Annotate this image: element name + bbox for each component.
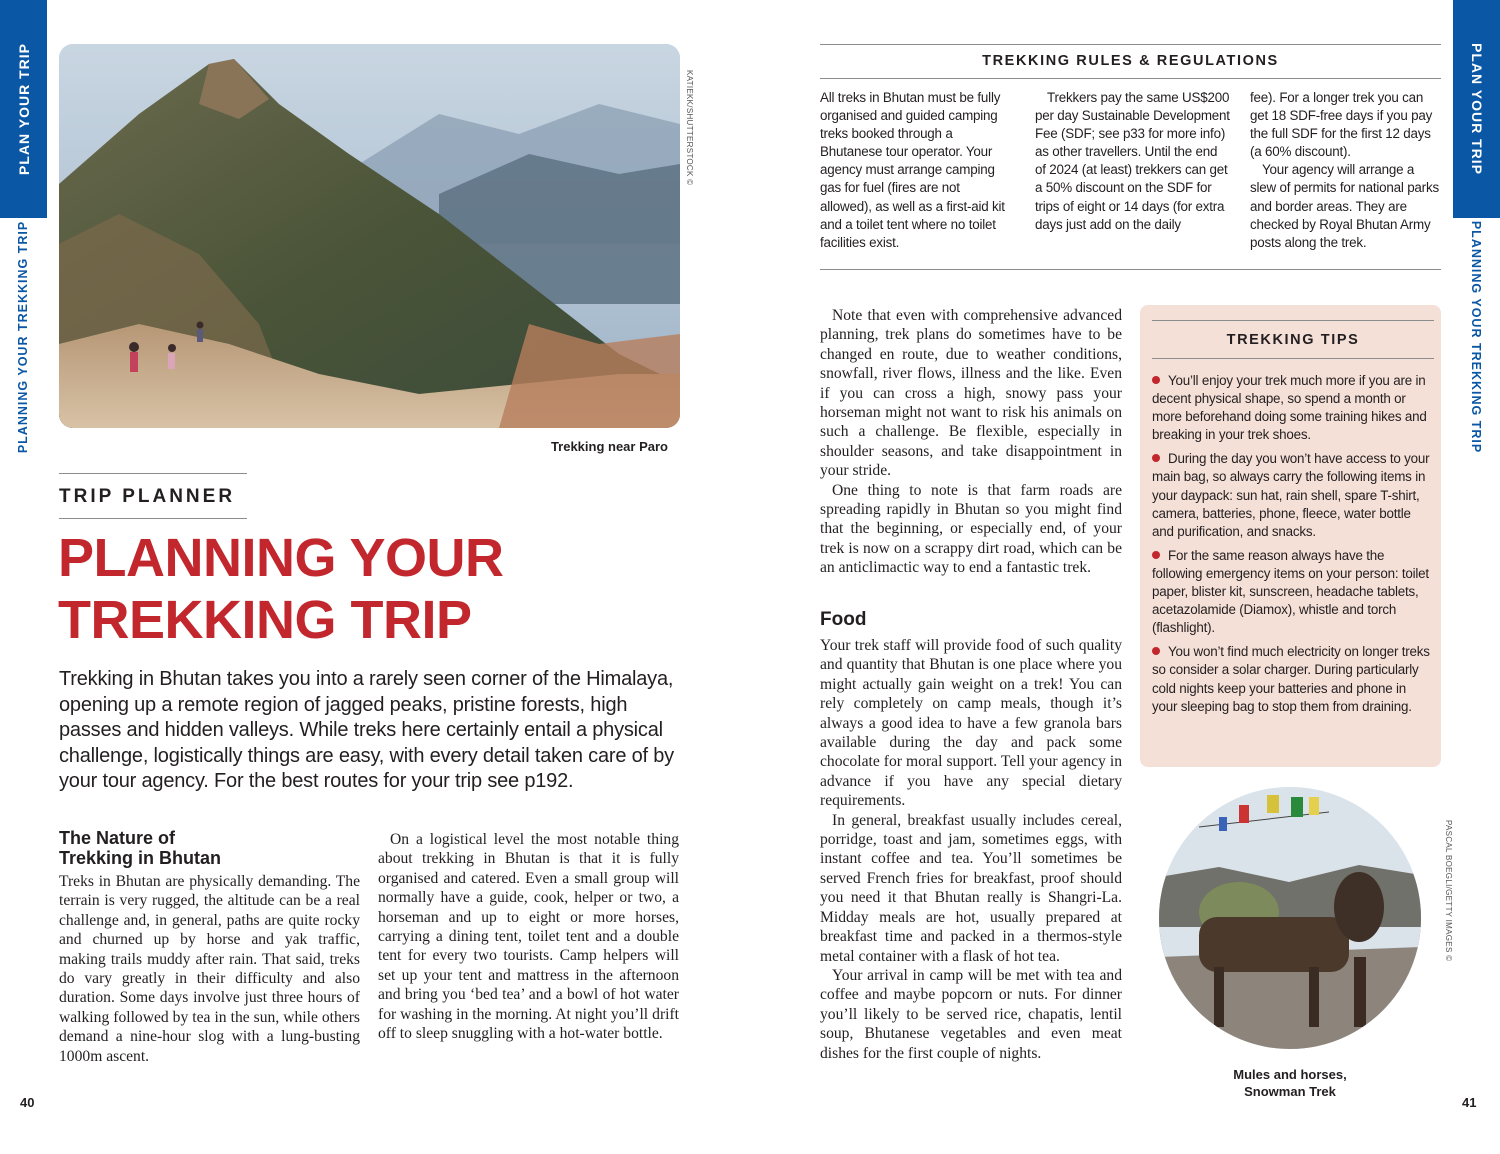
page-title	[58, 527, 504, 651]
left-chapter-label: PLANNING YOUR TREKKING TRIP	[16, 220, 31, 454]
right-section-tab-label-wrap	[1453, 0, 1500, 218]
circle-caption-line1: Mules and horses,	[1233, 1067, 1347, 1082]
page-title-line2: TREKKING TRIP	[58, 590, 472, 650]
rules-column-1	[820, 89, 1015, 252]
right-section-tab-label: PLAN YOUR TRIP	[1468, 43, 1485, 175]
nature-column-2	[378, 830, 679, 1043]
left-section-tab-label: PLAN YOUR TRIP	[15, 43, 32, 175]
mules-image	[1159, 787, 1421, 1049]
circle-photo-caption	[1190, 1066, 1390, 1100]
mules-photo	[1159, 787, 1421, 1049]
right-chapter-label: PLANNING YOUR TREKKING TRIP	[1469, 220, 1484, 454]
left-section-tab-label-wrap	[0, 0, 47, 218]
nature-column-1	[59, 872, 360, 1066]
rules-text-1: All treks in Bhutan must be fully organised and guided camping treks booked through a Bhutanese tour operator. Your agency must arrange camping gas for fuel (fires are not allowed), as well as a first-aid kit and a toilet tent where no toilet facilities exist.	[820, 90, 1005, 250]
rules-column-2	[1035, 89, 1230, 234]
tips-list	[1152, 372, 1434, 722]
circle-photo-credit: PASCAL BOEGLI/GETTY IMAGES ©	[1444, 820, 1453, 962]
rules-column-3	[1250, 89, 1441, 252]
kicker-rule-bottom	[59, 518, 247, 519]
left-chapter-label-wrap	[0, 220, 47, 454]
tip-text: You won’t find much electricity on longer treks so consider a solar charger. During particularly cold nights keep your batteries and phone in your sleeping bag to stop them from draining.	[1152, 644, 1430, 714]
page-title-line1: PLANNING YOUR	[58, 528, 504, 588]
section-heading-nature-line1: The Nature of	[59, 828, 176, 848]
nature-paragraph-2: On a logistical level the most notable thing about trekking in Bhutan is that it is fully organised and catered. Even a small group will normally have a guide, cook, helper or two, a horseman and up to eight or more horses, carrying a dining tent, toilet tent and a double tent for every two tourists. Camp helpers will set up your tent and mattress in the afternoon and bring you ‘bed tea’ and a bowl of hot water for washing in the morning. At night you’ll drift off to sleep snuggling with a hot-water bottle.	[378, 831, 679, 1043]
rules-text-3b: Your agency will arrange a slew of permits for national parks and border areas. They are checked by Royal Bhutan Army posts along the trek.	[1250, 162, 1439, 250]
rules-text-2: Trekkers pay the same US$200 per day Sustainable Development Fee (SDF; see p33 for more info) as other travellers. Until the end of 2024 (at least) trekkers can get a 50% discount on the SDF for trips of eight or 14 days (for extra days just add on the daily	[1035, 90, 1230, 232]
circle-caption-line2: Snowman Trek	[1244, 1084, 1336, 1099]
intro-paragraph: Trekking in Bhutan takes you into a rarely seen corner of the Himalaya, opening up a remote region of jagged peaks, pristine forests, high passes and hidden valleys. While treks here certainly entail a physical challenge, logistically things are easy, with every detail taken care of by your tour agency. For the best routes for your trip see p192.	[59, 668, 674, 792]
bullet-icon	[1152, 551, 1160, 559]
tips-rule-top	[1152, 320, 1434, 321]
section-heading-nature	[59, 828, 221, 868]
tip-item	[1152, 450, 1434, 540]
tip-text: During the day you won’t have access to your main bag, so always carry the following items in your daypack: sun hat, rain shell, spare T-shirt, camera, batteries, phone, fleece, water bottle and purification, and snacks.	[1152, 451, 1430, 539]
section-heading-nature-line2: Trekking in Bhutan	[59, 848, 222, 868]
bullet-icon	[1152, 647, 1160, 655]
rules-heading: TREKKING RULES & REGULATIONS	[982, 53, 1279, 69]
rules-rule-mid	[820, 78, 1441, 79]
tip-item	[1152, 547, 1434, 637]
right-chapter-label-wrap	[1453, 220, 1500, 454]
kicker: TRIP PLANNER	[59, 486, 236, 507]
page-number-right: 41	[1462, 1095, 1477, 1110]
right-paragraph-2: One thing to note is that farm roads are spreading rapidly in Bhutan so you might find that the beginning, or especially end, of your trek is now on a scrappy dirt road, which can be an anticlimactic way to end a fantastic trek.	[820, 481, 1122, 577]
page-number-left: 40	[20, 1095, 35, 1110]
tip-item	[1152, 643, 1434, 715]
bullet-icon	[1152, 454, 1160, 462]
food-paragraph-3: Your arrival in camp will be met with tea and coffee and maybe popcorn or nuts. For dinner you’ll likely to be served rice, chapatis, lentil soup, Bhutanese vegetables and even meat dishes for the first couple of nights.	[820, 966, 1122, 1062]
circle-photo-credit-wrap	[1443, 820, 1455, 970]
bullet-icon	[1152, 376, 1160, 384]
tips-rule-bottom	[1152, 358, 1434, 359]
right-body-food	[820, 636, 1122, 1063]
right-body-upper	[820, 306, 1122, 578]
rules-text-3a: fee). For a longer trek you can get 18 SDF-free days if you pay the full SDF for the first 12 days (a 60% discount).	[1250, 90, 1433, 160]
tips-heading: TREKKING TIPS	[1226, 332, 1360, 348]
photo-caption: Trekking near Paro	[550, 439, 668, 454]
rules-rule-top	[820, 44, 1441, 45]
tip-item	[1152, 372, 1434, 444]
tip-text: For the same reason always have the following emergency items on your person: toilet paper, blister kit, sunscreen, headache tablets, acetazolamide (Diamox), whistle and torch (flashlight).	[1152, 547, 1429, 636]
trekking-photo	[59, 44, 680, 428]
kicker-rule-top	[59, 473, 247, 474]
photo-credit: KATIEKK/SHUTTERSTOCK ©	[685, 70, 694, 186]
food-paragraph-1: Your trek staff will provide food of such quality and quantity that Bhutan is one place where you might actually gain weight on a trek! You can rely completely on camp meals, though it’s always a good idea to have a few granola bars available during the day and pack some chocolate for moral support. Tell your agency in advance if you have any special dietary requirements.	[820, 637, 1122, 810]
right-paragraph-1: Note that even with comprehensive advanced planning, trek plans do sometimes have to be changed en route, due to weather conditions, snowfall, river flows, illness and the like. Even if you can cross a high, snowy pass your horseman might not want to risk his animals on such a challenge. Be flexible, especially in shoulder seasons, and take disappointment in your stride.	[820, 307, 1122, 480]
photo-credit-wrap	[684, 70, 696, 190]
food-paragraph-2: In general, breakfast usually includes cereal, porridge, toast and jam, sometimes eggs, with instant coffee and tea. You’ll sometimes be served French fries for breakfast, proof should you need it that Bhutan really is Shangri-La. Midday meals are hot, usually prepared at breakfast time and packed in a thermos-style metal container with a flask of hot tea.	[820, 811, 1122, 965]
nature-paragraph-1: Treks in Bhutan are physically demanding. The terrain is very rugged, the altitude can be a real challenge and, in general, paths are quite rocky and churned up by horse and yak traffic, making trails muddy after rain. That said, treks do vary greatly in their difficulty and also duration. Some days involve just three hours of walking followed by tea in the sun, while others demand a nine-hour slog with a lung-busting 1000m ascent.	[59, 873, 360, 1065]
rules-rule-bottom	[820, 269, 1441, 270]
tip-text: You’ll enjoy your trek much more if you are in decent physical shape, so spend a month or more beforehand doing some training hikes and breaking in your trek shoes.	[1152, 373, 1427, 443]
food-heading: Food	[820, 609, 867, 630]
mountain-landscape-image	[59, 44, 680, 428]
